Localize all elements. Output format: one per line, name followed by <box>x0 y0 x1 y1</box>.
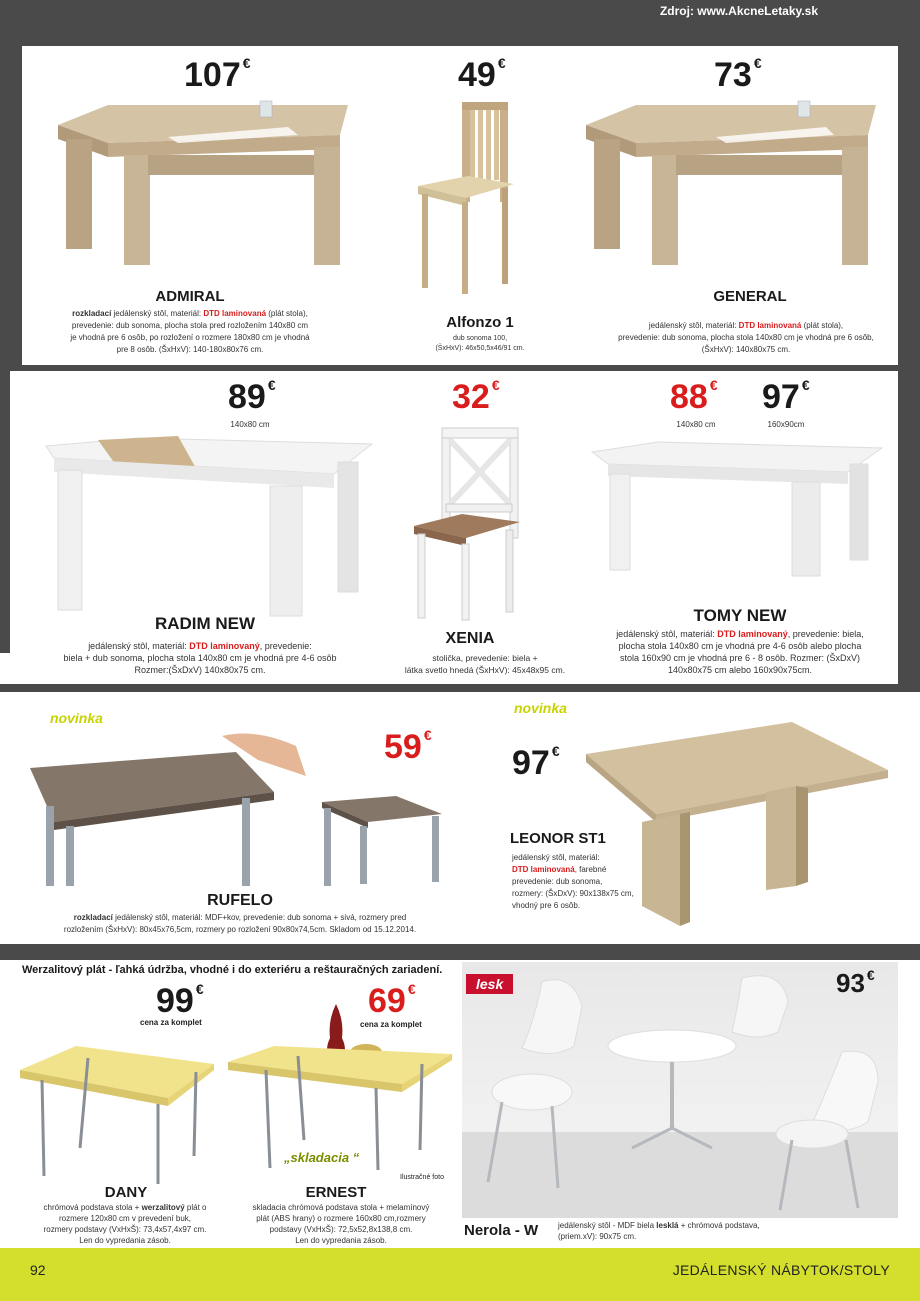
ernest-name: ERNEST <box>305 1184 367 1201</box>
nerola-description: jedálenský stôl - MDF biela lesklá + chrómová podstava, (priem.xV): 90x75 cm. <box>558 1221 760 1241</box>
separator <box>0 944 920 960</box>
dany-note: cena za komplet <box>140 1018 202 1027</box>
general-name: GENERAL <box>713 288 787 305</box>
tomy-size-140: 140x80 cm <box>676 420 716 429</box>
ernest-note: cena za komplet <box>360 1020 422 1029</box>
left-band <box>0 46 22 368</box>
dany-image <box>18 1038 218 1188</box>
leonor-novinka-badge: novinka <box>514 700 567 716</box>
tomy-size-160: 160x90cm <box>767 420 805 429</box>
leonor-description: jedálenský stôl, materiál: DTD laminovaná, farebné prevedenie: dub sonoma, rozmery: (ŠxDxV): 90x138x75 cm, vhodný pre 6 osôb. <box>512 853 634 910</box>
left-band-2 <box>0 368 10 653</box>
rufelo-novinka-badge: novinka <box>50 710 103 726</box>
leonor-price: 97 € <box>512 743 560 782</box>
rufelo-description: rozkladací jedálenský stôl, materiál: MDF+kov, prevedenie: dub sonoma + sivá, rozmery pred rozložením (ŠxHxV): 80x45x76,5cm, rozmery po rozložení 90x80x74,5cm. Skladom od 15.12.2014. <box>63 913 417 934</box>
general-description: jedálenský stôl, materiál: DTD laminovaná (plát stola), prevedenie: dub sonoma, plocha stola 140x80 cm je vhodná pre 6 osôb, (ŠxHxV): 140x80x75 cm. <box>618 321 874 354</box>
radim-name: RADIM NEW <box>154 614 256 633</box>
page-number: 92 <box>30 1262 46 1278</box>
admiral-name: ADMIRAL <box>155 288 225 305</box>
dany-description: chrómová podstava stola + werzalitový plát o rozmere 120x80 cm v prevedení buk, rozmery podstavy (VxHxŠ): 73,4x57,4x97 cm. Len do vypredania zásob. <box>43 1203 207 1245</box>
general-image <box>576 95 886 275</box>
xenia-description: stolička, prevedenie: biela + látka svetlo hnedá (ŠxHxV): 45x48x95 cm. <box>404 653 566 675</box>
nerola-name: Nerola - W <box>464 1222 539 1239</box>
nerola-image <box>462 962 898 1218</box>
rufelo-name: RUFELO <box>207 892 273 909</box>
alfonzo-name: Alfonzo 1 <box>446 314 514 331</box>
rufelo-price: 59 € <box>384 727 432 766</box>
tomy-description: jedálenský stôl, materiál: DTD laminovaný, prevedenie: biela, plocha stola 140x80 cm je vhodná pre 4-6 osôb alebo plocha stola 160x90 cm je vhodná pre 6 - 8 osôb. Rozmer: (ŠxDxV) 140x80x75 cm alebo 160x90x75cm. <box>616 629 864 675</box>
separator <box>0 684 920 692</box>
ernest-folding-tag: „skladacia “ <box>284 1150 360 1165</box>
rufelo-image <box>26 726 466 890</box>
footer-bar <box>0 1248 920 1301</box>
ernest-illustration-note: Ilustračné foto <box>400 1174 444 1181</box>
werzalit-heading: Werzalitový plát - ľahká údržba, vhodné i do exteriéru a reštauračných zariadení. <box>22 964 443 976</box>
separator <box>0 365 920 371</box>
alfonzo-description: dub sonoma 100, (ŠxHxV): 46x50,5x46/91 cm. <box>435 335 525 352</box>
xenia-name: XENIA <box>445 630 495 647</box>
ernest-price: 69 € <box>368 981 416 1020</box>
tomy-image <box>588 438 888 578</box>
xenia-image <box>402 426 532 622</box>
admiral-price: 107 € <box>184 55 251 94</box>
dany-name: DANY <box>104 1184 148 1201</box>
tomy-price-140: 88 € <box>670 377 718 416</box>
radim-image <box>38 432 378 622</box>
general-price: 73 € <box>714 55 762 94</box>
alfonzo-image <box>410 98 520 298</box>
tomy-price-160: 97 € <box>762 377 810 416</box>
nerola-price: 93 € <box>836 967 875 998</box>
radim-description: jedálenský stôl, materiál: DTD laminovaný, prevedenie: biela + dub sonoma, plocha stola 140x80 cm je vhodná pre 4-6 osôb Rozmer:(ŠxDxV) 140x80x75 cm. <box>63 641 337 675</box>
radim-size: 140x80 cm <box>230 420 270 429</box>
nerola-gloss-badge: lesk <box>466 974 513 994</box>
section-title: JEDÁLENSKÝ NÁBYTOK/STOLY <box>672 1262 890 1278</box>
leonor-name: LEONOR ST1 <box>510 830 606 847</box>
dany-price: 99 € <box>156 981 204 1020</box>
alfonzo-price: 49 € <box>458 55 506 94</box>
admiral-description: rozkladací jedálenský stôl, materiál: DTD laminovaná (plát stola), prevedenie: dub sonoma, plocha stola pred rozložením 140x80 cm je vhodná pre 6 osôb, po rozložení o rozmere 180x80 cm je vhodná pre 8 osôb. (ŠxHxV): 140-180x80x76 cm. <box>70 309 310 354</box>
xenia-price: 32 € <box>452 377 500 416</box>
radim-price: 89 € <box>228 377 276 416</box>
source-label: Zdroj: www.AkcneLetaky.sk <box>659 4 818 18</box>
tomy-name: TOMY NEW <box>693 606 787 625</box>
ernest-description: skladacia chrómová podstava stola + melamínový plát (ABS hrany) o rozmere 160x80 cm,rozmery podstavy (VxHxŠ): 72,5x52,8x138,8 cm. Len do vypredania zásob. <box>252 1203 430 1245</box>
admiral-image <box>48 95 358 275</box>
